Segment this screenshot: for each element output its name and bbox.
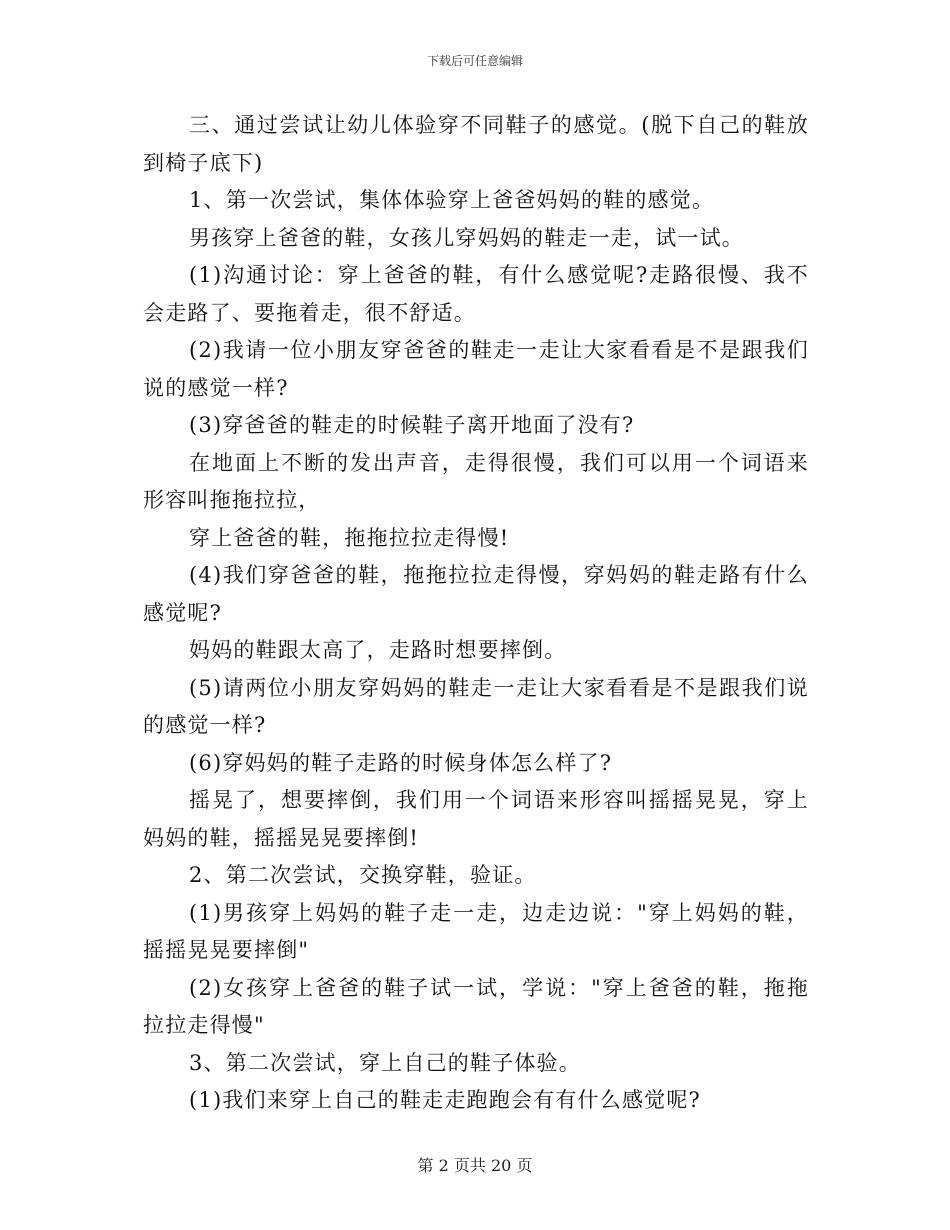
page-header: 下载后可任意编辑 xyxy=(426,54,523,68)
paragraph: 男孩穿上爸爸的鞋，女孩儿穿妈妈的鞋走一走，试一试。 xyxy=(189,225,744,250)
page-footer: 第 2 页共 20 页 xyxy=(417,1156,533,1175)
paragraph: (2)我请一位小朋友穿爸爸的鞋走一走让大家看看是不是跟我们说的感觉一样? xyxy=(143,338,809,400)
paragraph: (4)我们穿爸爸的鞋，拖拖拉拉走得慢，穿妈妈的鞋走路有什么感觉呢? xyxy=(143,563,809,625)
paragraph: (6)穿妈妈的鞋子走路的时候身体怎么样了? xyxy=(189,750,613,775)
paragraph: 妈妈的鞋跟太高了，走路时想要摔倒。 xyxy=(189,638,567,662)
paragraph: (3)穿爸爸的鞋走的时候鞋子离开地面了没有? xyxy=(189,413,635,437)
paragraph: (2)女孩穿上爸爸的鞋子试一试，学说："穿上爸爸的鞋，拖拖拉拉走得慢" xyxy=(143,975,809,1037)
paragraph: (1)沟通讨论：穿上爸爸的鞋，有什么感觉呢?走路很慢、我不会走路了、要拖着走，很不舒适。 xyxy=(143,263,809,325)
document-body xyxy=(143,107,809,1120)
paragraph-first-try: 1、第一次尝试，集体体验穿上爸爸妈妈的鞋的感觉。 xyxy=(189,188,715,212)
paragraph: 穿上爸爸的鞋，拖拖拉拉走得慢! xyxy=(189,525,510,550)
paragraph: 在地面上不断的发出声音，走得很慢，我们可以用一个词语来形容叫拖拖拉拉， xyxy=(143,450,809,512)
paragraph: (1)我们来穿上自己的鞋走走跑跑会有有什么感觉呢? xyxy=(189,1088,702,1112)
paragraph-third-try: 3、第二次尝试，穿上自己的鞋子体验。 xyxy=(189,1050,581,1075)
paragraph: (5)请两位小朋友穿妈妈的鞋走一走让大家看看是不是跟我们说的感觉一样? xyxy=(143,675,809,737)
paragraph-section-three: 三、通过尝试让幼儿体验穿不同鞋子的感觉。(脱下自己的鞋放到椅子底下) xyxy=(143,113,809,175)
paragraph-second-try: 2、第二次尝试，交换穿鞋，验证。 xyxy=(189,863,537,887)
paragraph: 摇晃了，想要摔倒，我们用一个词语来形容叫摇摇晃晃，穿上妈妈的鞋，摇摇晃晃要摔倒! xyxy=(143,788,809,850)
paragraph: (1)男孩穿上妈妈的鞋子走一走，边走边说："穿上妈妈的鞋，摇摇晃晃要摔倒" xyxy=(143,900,809,962)
